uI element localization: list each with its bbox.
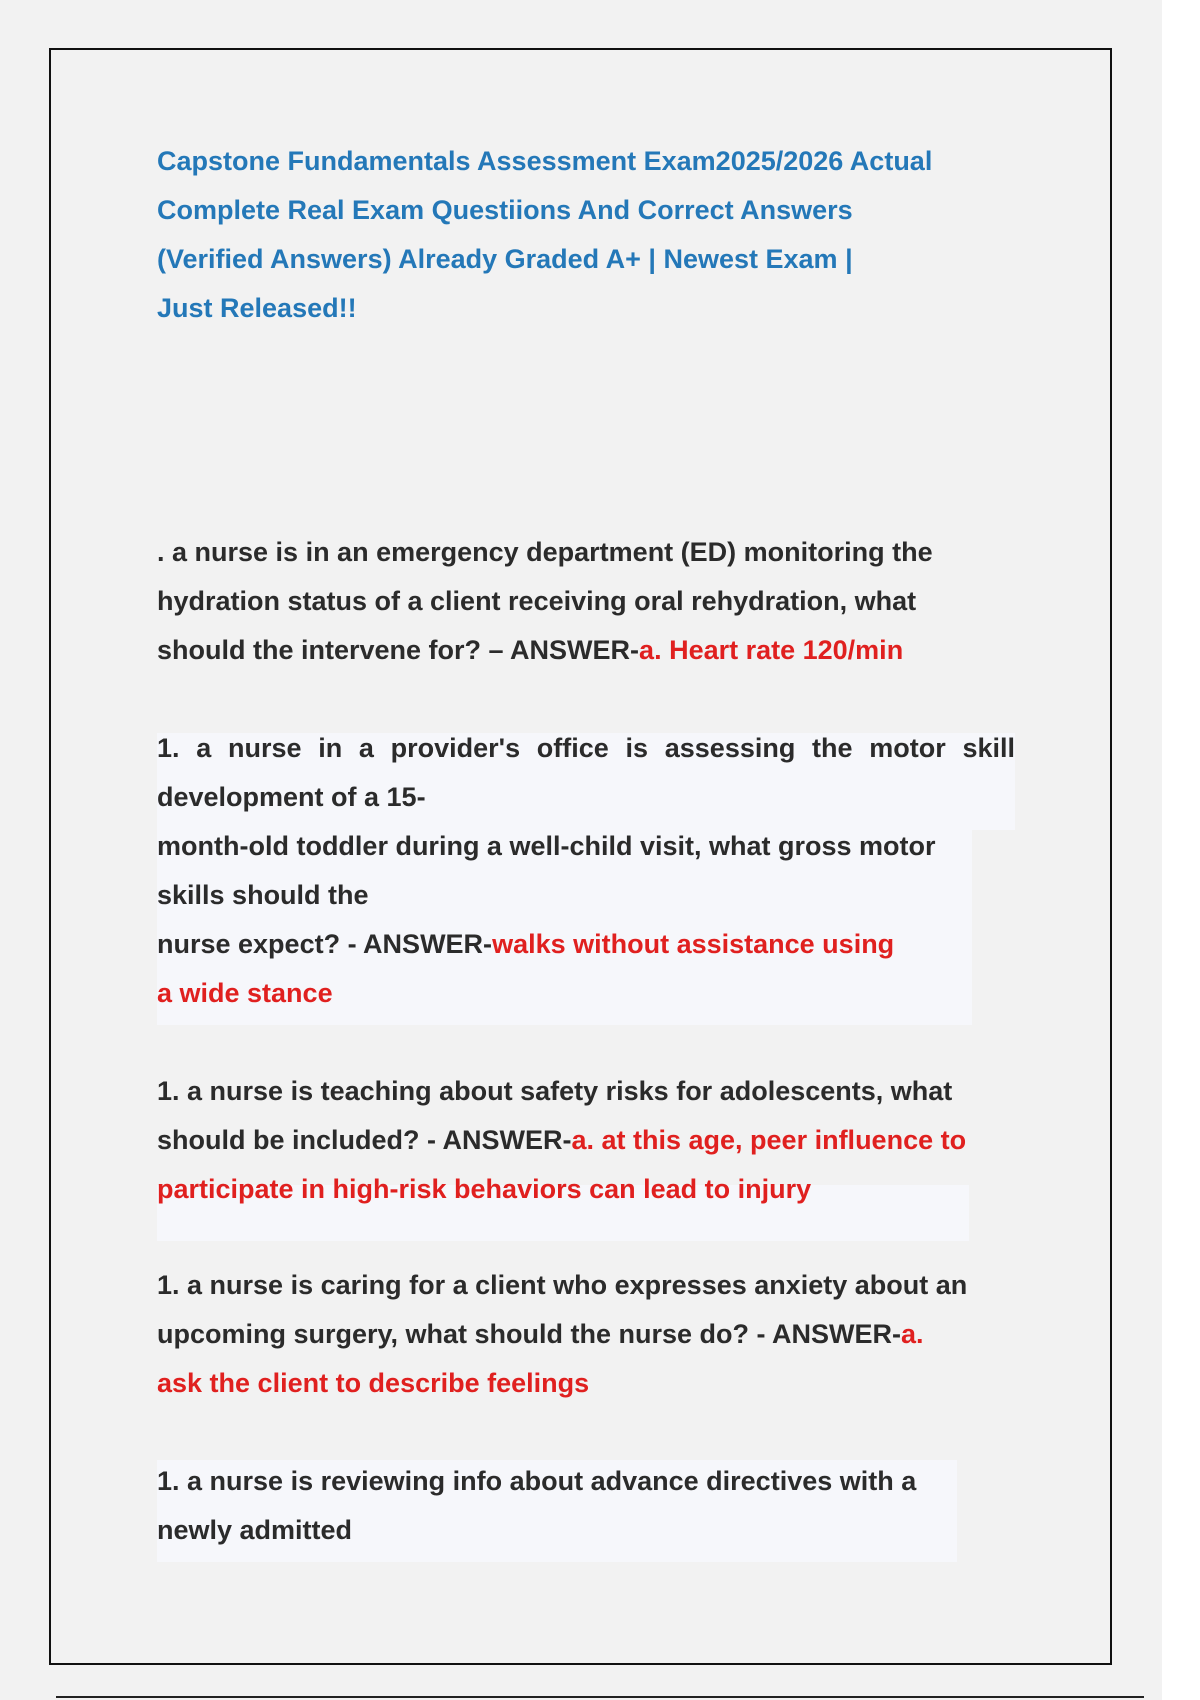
question-text: 1. a nurse is teaching about safety risks for adolescents, what — [157, 1076, 953, 1106]
question-text: skills should the — [157, 880, 369, 910]
question-text: development of a 15- — [157, 782, 426, 812]
document-title — [157, 137, 1017, 333]
question-block-1 — [157, 528, 1017, 675]
question-text: upcoming surgery, what should the nurse do? - ANSWER- — [157, 1319, 902, 1349]
title-line: (Verified Answers) Already Graded A+ | Newest Exam | — [157, 244, 853, 274]
question-text: . a nurse is in an emergency department (ED) monitoring the — [157, 537, 933, 567]
question-block-3 — [157, 1067, 1017, 1214]
question-answer-line — [157, 1116, 1017, 1165]
answer-text: participate in high-risk behaviors can lead to injury — [157, 1174, 812, 1204]
question-text: month-old toddler during a well-child visit, what gross motor — [157, 831, 936, 861]
answer-text: walks without assistance using — [492, 929, 895, 959]
answer-text: a wide stance — [157, 978, 333, 1008]
question-text: newly admitted — [157, 1515, 353, 1545]
question-answer-line — [157, 626, 1017, 675]
answer-text: a. Heart rate 120/min — [639, 635, 904, 665]
question-text: should the intervene for? – ANSWER- — [157, 635, 640, 665]
answer-text: ask the client to describe feelings — [157, 1368, 590, 1398]
question-text: 1. a nurse is caring for a client who expresses anxiety about an — [157, 1270, 968, 1300]
question-answer-line — [157, 1310, 1017, 1359]
title-line: Complete Real Exam Questiions And Correct Answers — [157, 195, 853, 225]
question-answer-line — [157, 920, 1017, 969]
page-gutter — [1162, 0, 1200, 1700]
question-block-5 — [157, 1457, 1017, 1555]
question-block-4 — [157, 1261, 1017, 1408]
question-text: should be included? - ANSWER- — [157, 1125, 572, 1155]
title-line: Capstone Fundamentals Assessment Exam2025/2026 Actual — [157, 146, 933, 176]
answer-text: a. — [901, 1319, 924, 1349]
question-text: nurse expect? - ANSWER- — [157, 929, 493, 959]
question-text: hydration status of a client receiving oral rehydration, what — [157, 586, 917, 616]
question-block-2 — [157, 724, 1017, 1018]
title-line: Just Released!! — [157, 293, 357, 323]
next-page-edge — [56, 1696, 1144, 1698]
answer-text: a. at this age, peer influence to — [571, 1125, 967, 1155]
question-text: 1. a nurse is reviewing info about advance directives with a — [157, 1466, 917, 1496]
question-text: 1. a nurse in a provider's office is assessing the motor skill — [157, 733, 1015, 763]
